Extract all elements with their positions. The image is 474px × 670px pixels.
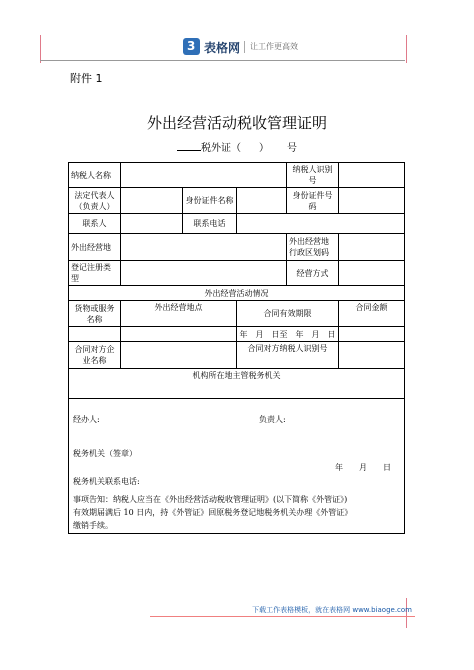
seal-date: 年 月 日: [335, 463, 391, 472]
field-ext-location[interactable]: [121, 234, 287, 261]
label-contract-period: 合同有效期限: [237, 301, 339, 327]
label-contract-amount: 合同金额: [339, 301, 405, 327]
tax-certificate-form: [68, 162, 405, 534]
footer-rule: [150, 616, 415, 617]
notice-line-2: 有效期届满后 10 日内，持《外管证》回原税务登记地税务机关办理《外管证》: [73, 508, 353, 517]
field-reg-type[interactable]: [121, 261, 287, 286]
attachment-label: 附件 1: [70, 72, 103, 85]
label-ext-location: 外出经营地: [69, 234, 121, 261]
authority-body: [69, 399, 405, 534]
label-legal-rep: 法定代表人（负责人）: [69, 188, 121, 214]
page-title: 外出经营活动税收管理证明: [146, 114, 327, 132]
notice-line-1: 事项告知：纳税人应当在《外出经营活动税收管理证明》(以下简称《外管证》): [73, 495, 348, 504]
field-contract-party[interactable]: [121, 342, 237, 369]
label-tax-office-phone: 税务机关联系电话:: [73, 477, 140, 486]
label-taxpayer-name: 纳税人名称: [69, 163, 121, 188]
label-contact-phone: 联系电话: [183, 214, 237, 234]
logo-slogan: 让工作更高效: [250, 42, 298, 51]
cert-suffix: 号: [287, 143, 297, 154]
field-goods-service[interactable]: [69, 327, 121, 342]
cert-number-blank: [177, 150, 201, 151]
logo-divider: [244, 41, 245, 53]
label-contact-person: 联系人: [69, 214, 121, 234]
field-taxpayer-id[interactable]: [339, 163, 405, 188]
field-party-tax-id[interactable]: [339, 342, 405, 369]
label-party-tax-id: 合同对方纳税人识别号: [237, 342, 339, 369]
field-biz-mode[interactable]: [339, 261, 405, 286]
field-legal-rep[interactable]: [121, 188, 183, 214]
label-id-doc-no: 身份证件号码: [287, 188, 339, 214]
label-id-doc-name: 身份证件名称: [183, 188, 237, 214]
cert-prefix: 税外证（: [201, 143, 241, 154]
corner-mark-right: [406, 35, 407, 63]
field-biz-place[interactable]: [121, 327, 237, 342]
field-ext-region-code[interactable]: [339, 234, 405, 261]
label-ext-region-code: 外出经营地行政区划码: [287, 234, 339, 261]
header-rule: [40, 60, 405, 61]
field-id-doc-no[interactable]: [339, 188, 405, 214]
label-contract-party: 合同对方企业名称: [69, 342, 121, 369]
label-goods-service: 货物或服务名称: [69, 301, 121, 327]
corner-mark-left: [40, 35, 41, 63]
cert-middle: ）: [259, 143, 269, 154]
field-contract-amount[interactable]: [339, 327, 405, 342]
label-responsible: 负责人:: [259, 415, 286, 424]
field-taxpayer-name[interactable]: [121, 163, 287, 188]
field-id-doc-name[interactable]: [237, 188, 287, 214]
section-activity: 外出经营活动情况: [69, 286, 405, 301]
field-contact-phone[interactable]: [237, 214, 405, 234]
logo-icon: 3: [183, 38, 200, 55]
section-authority: 机构所在地主管税务机关: [69, 369, 405, 399]
label-biz-place: 外出经营地点: [121, 301, 237, 327]
label-taxpayer-id: 纳税人识别号: [287, 163, 339, 188]
label-tax-office-seal: 税务机关（签章）: [73, 449, 137, 458]
logo-name: 表格网: [204, 41, 241, 55]
field-contract-period[interactable]: 年 月 日至 年 月 日: [237, 327, 339, 342]
field-contact-person[interactable]: [121, 214, 183, 234]
footer-link[interactable]: 下载工作表格模板，就在表格网 www.biaoge.com: [252, 606, 412, 614]
label-handler: 经办人:: [73, 415, 100, 424]
label-reg-type: 登记注册类型: [69, 261, 121, 286]
label-biz-mode: 经营方式: [287, 261, 339, 286]
notice-line-3: 缴销手续。: [73, 521, 113, 530]
certificate-number-line: [0, 139, 474, 154]
